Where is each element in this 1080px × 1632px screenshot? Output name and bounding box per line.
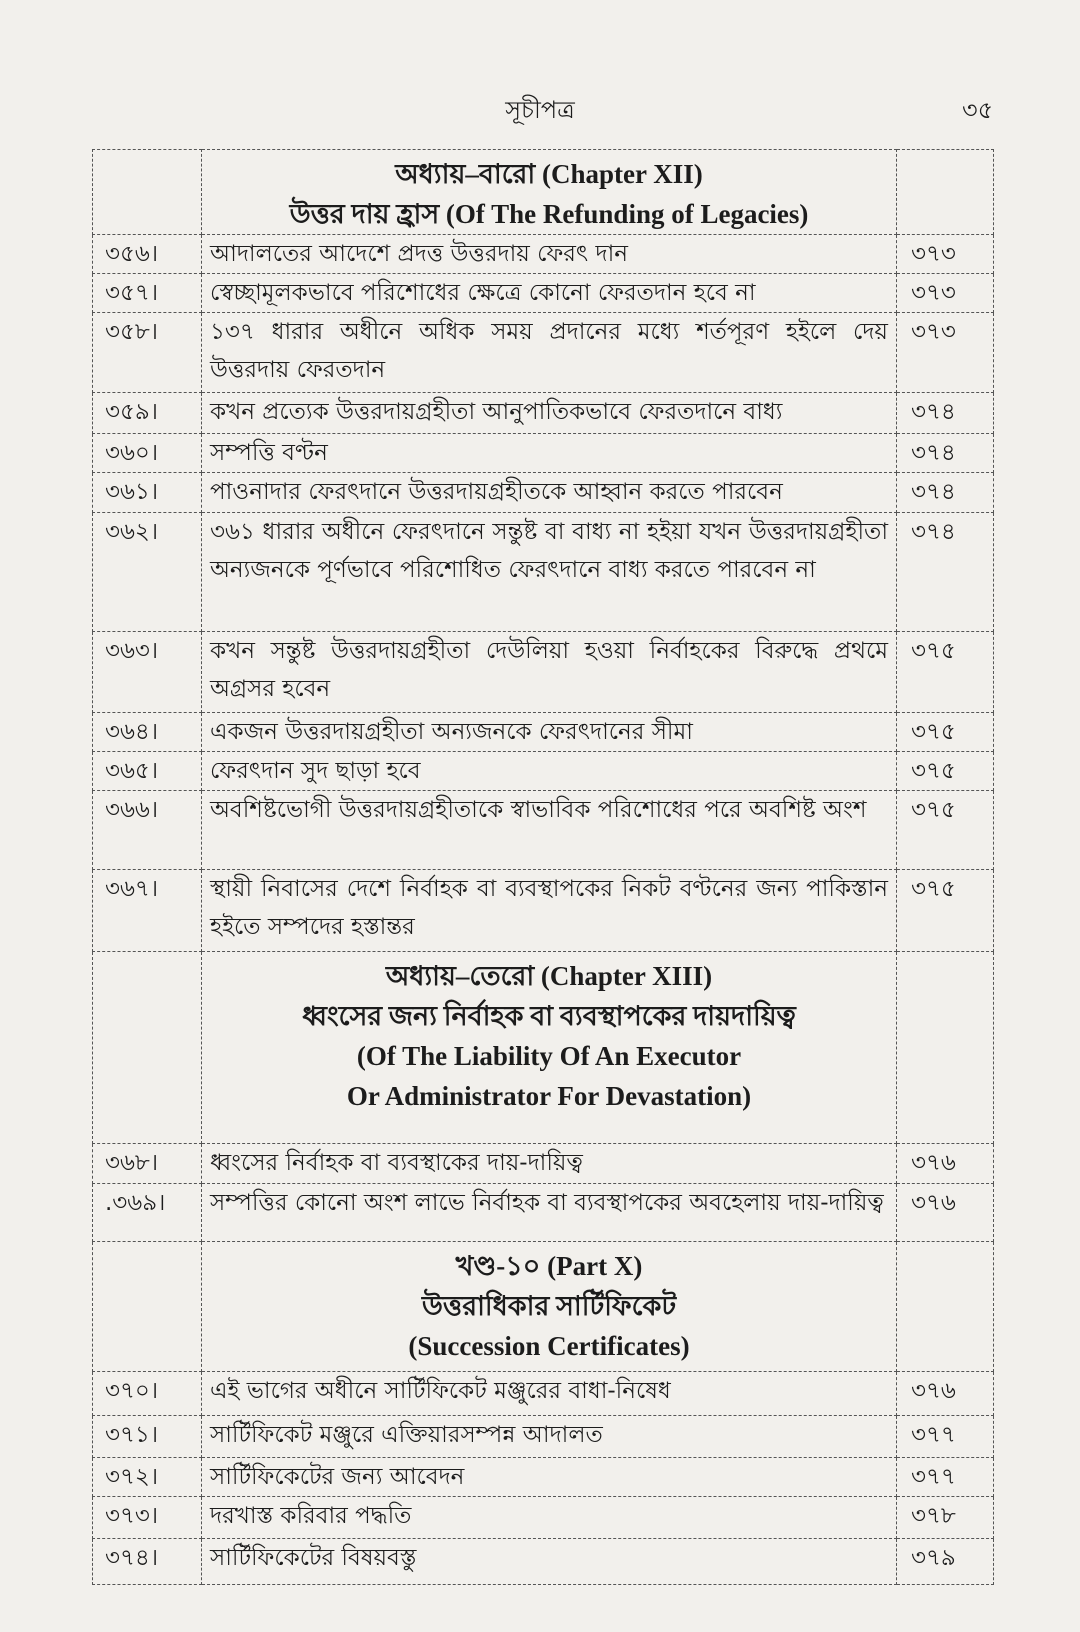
page-reference: ৩৭৪	[897, 513, 994, 632]
page-reference: ৩৭৫	[897, 870, 994, 952]
page-reference: ৩৭৫	[897, 632, 994, 713]
heading-line: ধ্বংসের জন্য নির্বাহক বা ব্যবস্থাপকের দায়দায়িত্ব	[302, 1001, 796, 1031]
toc-entry-row	[93, 274, 994, 313]
entry-title: সম্পত্তির কোনো অংশ লাভে নির্বাহক বা ব্যবস্থাপকের অবহেলায় দায়-দায়িত্ব	[202, 1184, 897, 1242]
toc-entry-row	[93, 752, 994, 791]
entry-title: কখন সন্তুষ্ট উত্তরদায়গ্রহীতা দেউলিয়া হওয়া নির্বাহকের বিরুদ্ধে প্রথমে অগ্রসর হবেন	[202, 632, 897, 713]
running-title: সূচীপত্র	[505, 96, 575, 124]
entry-title: ধ্বংসের নির্বাহক বা ব্যবস্থাকের দায়-দায়িত্ব	[202, 1144, 897, 1184]
section-number: ৩৫৮।	[93, 313, 202, 393]
heading-line: উত্তর দায় হ্রাস (Of The Refunding of Legacies)	[289, 199, 809, 229]
section-number: ৩৬০।	[93, 434, 202, 473]
entry-title: পাওনাদার ফেরৎদানে উত্তরদায়গ্রহীতকে আহ্বান করতে পারবেন	[202, 473, 897, 513]
toc-entry-row	[93, 513, 994, 632]
page-reference: ৩৭৭	[897, 1458, 994, 1497]
heading-line: অধ্যায়–বারো (Chapter XII)	[395, 159, 703, 189]
page-reference: ৩৭৭	[897, 1416, 994, 1458]
entry-title: একজন উত্তরদায়গ্রহীতা অন্যজনকে ফেরৎদানের সীমা	[202, 713, 897, 752]
chapter-heading	[202, 952, 897, 1144]
empty-cell	[897, 952, 994, 1144]
entry-title: দরখাস্ত করিবার পদ্ধতি	[202, 1497, 897, 1539]
toc-entry-row	[93, 313, 994, 393]
chapter-heading	[202, 150, 897, 235]
heading-line: খণ্ড-১০ (Part X)	[455, 1251, 643, 1281]
empty-cell	[897, 150, 994, 235]
section-number: ৩৫৭।	[93, 274, 202, 313]
toc-entry-row	[93, 1497, 994, 1539]
section-number: ৩৫৯।	[93, 393, 202, 434]
entry-title: ৩৬১ ধারার অধীনে ফেরৎদানে সন্তুষ্ট বা বাধ্য না হইয়া যখন উত্তরদায়গ্রহীতা অন্যজনকে পূর্ণভাবে পরিশোধিত ফেরৎদানে বাধ্য করতে পারবেন না	[202, 513, 897, 632]
section-number: ৩৭৪।	[93, 1539, 202, 1585]
entry-title: সার্টিফিকেটের বিষয়বস্তু	[202, 1539, 897, 1585]
section-number: ৩৬২।	[93, 513, 202, 632]
heading-line: উত্তরাধিকার সার্টিফিকেট	[421, 1291, 677, 1321]
section-number: ৩৬৬।	[93, 791, 202, 870]
page-reference: ৩৭৪	[897, 473, 994, 513]
entry-title: অবশিষ্টভোগী উত্তরদায়গ্রহীতাকে স্বাভাবিক পরিশোধের পরে অবশিষ্ট অংশ	[202, 791, 897, 870]
toc-entry-row	[93, 393, 994, 434]
section-number: ৩৬৮।	[93, 1144, 202, 1184]
chapter-heading-row	[93, 1242, 994, 1372]
section-number: ৩৬৩।	[93, 632, 202, 713]
chapter-heading	[202, 1242, 897, 1372]
toc-entry-row	[93, 632, 994, 713]
page-reference: ৩৭৫	[897, 713, 994, 752]
entry-title: স্থায়ী নিবাসের দেশে নির্বাহক বা ব্যবস্থাপকের নিকট বণ্টনের জন্য পাকিস্তান হইতে সম্পদের হস্তান্তর	[202, 870, 897, 952]
entry-title: কখন প্রত্যেক উত্তরদায়গ্রহীতা আনুপাতিকভাবে ফেরতদানে বাধ্য	[202, 393, 897, 434]
page-reference: ৩৭৩	[897, 313, 994, 393]
toc-entry-row	[93, 434, 994, 473]
section-number: ৩৭২।	[93, 1458, 202, 1497]
toc-entry-row	[93, 1372, 994, 1416]
page-reference: ৩৭৯	[897, 1539, 994, 1585]
entry-title: স্বেচ্ছামূলকভাবে পরিশোধের ক্ষেত্রে কোনো ফেরতদান হবে না	[202, 274, 897, 313]
chapter-heading-row	[93, 150, 994, 235]
toc-entry-row	[93, 235, 994, 274]
page-reference: ৩৭৬	[897, 1372, 994, 1416]
page-reference: ৩৭৫	[897, 791, 994, 870]
toc-entry-row	[93, 1458, 994, 1497]
toc-entry-row	[93, 473, 994, 513]
section-number: ৩৭৩।	[93, 1497, 202, 1539]
section-number: ৩৫৬।	[93, 235, 202, 274]
section-number: ৩৬৪।	[93, 713, 202, 752]
empty-cell	[93, 1242, 202, 1372]
toc-entry-row	[93, 1539, 994, 1585]
page-reference: ৩৭৪	[897, 393, 994, 434]
entry-title: সম্পত্তি বণ্টন	[202, 434, 897, 473]
page-reference: ৩৭৪	[897, 434, 994, 473]
toc-entry-row	[93, 1184, 994, 1242]
empty-cell	[897, 1242, 994, 1372]
section-number: ৩৭০।	[93, 1372, 202, 1416]
toc-entry-row	[93, 1416, 994, 1458]
toc-entry-row	[93, 713, 994, 752]
entry-title: সার্টিফিকেটের জন্য আবেদন	[202, 1458, 897, 1497]
section-number: ৩৬১।	[93, 473, 202, 513]
heading-line: (Succession Certificates)	[408, 1331, 690, 1361]
entry-title: ১৩৭ ধারার অধীনে অধিক সময় প্রদানের মধ্যে শর্তপূরণ হইলে দেয় উত্তরদায় ফেরতদান	[202, 313, 897, 393]
toc-entry-row	[93, 791, 994, 870]
heading-line: অধ্যায়–তেরো (Chapter XIII)	[385, 961, 713, 991]
toc-entry-row	[93, 1144, 994, 1184]
entry-title: আদালতের আদেশে প্রদত্ত উত্তরদায় ফেরৎ দান	[202, 235, 897, 274]
page-reference: ৩৭৬	[897, 1144, 994, 1184]
section-number: ৩৭১।	[93, 1416, 202, 1458]
heading-line: (Of The Liability Of An Executor	[356, 1041, 742, 1071]
table-of-contents	[92, 149, 994, 1585]
page-reference: ৩৭৬	[897, 1184, 994, 1242]
empty-cell	[93, 952, 202, 1144]
section-number: ৩৬৫।	[93, 752, 202, 791]
entry-title: ফেরৎদান সুদ ছাড়া হবে	[202, 752, 897, 791]
section-number: .৩৬৯।	[93, 1184, 202, 1242]
page-reference: ৩৭৫	[897, 752, 994, 791]
chapter-heading-row	[93, 952, 994, 1144]
toc-entry-row	[93, 870, 994, 952]
empty-cell	[93, 150, 202, 235]
page-reference: ৩৭৩	[897, 274, 994, 313]
section-number: ৩৬৭।	[93, 870, 202, 952]
heading-line: Or Administrator For Devastation)	[346, 1081, 752, 1111]
page-reference: ৩৭৮	[897, 1497, 994, 1539]
page-number: ৩৫	[962, 96, 994, 124]
entry-title: সার্টিফিকেট মঞ্জুরে এক্তিয়ারসম্পন্ন আদালত	[202, 1416, 897, 1458]
entry-title: এই ভাগের অধীনে সার্টিফিকেট মঞ্জুরের বাধা-নিষেধ	[202, 1372, 897, 1416]
page-reference: ৩৭৩	[897, 235, 994, 274]
